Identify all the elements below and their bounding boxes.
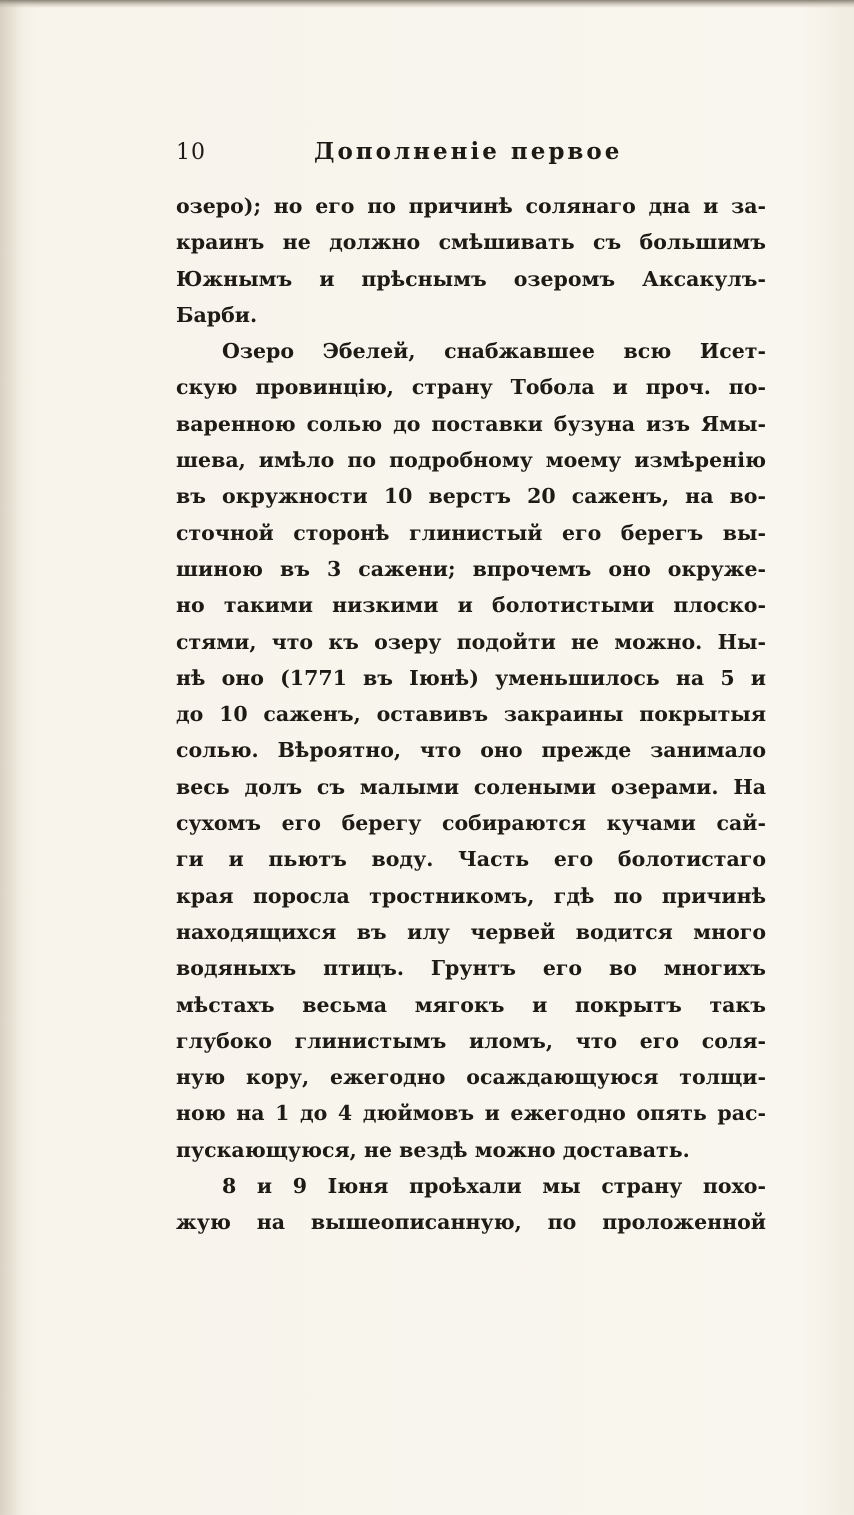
- body-text: [176, 188, 766, 1241]
- text-line: 8 и 9 Iюня проѣхали мы страну похо-: [222, 1174, 766, 1199]
- text-line: пускающуюся, не вездѣ можно доставать.: [176, 1137, 690, 1162]
- text-line: ною на 1 до 4 дюймовъ и ежегодно опять рас-: [176, 1101, 766, 1126]
- text-line: сточной сторонѣ глинистый его берегъ вы-: [176, 520, 766, 545]
- text-line: шиною въ 3 сажени; впрочемъ оно окруже-: [176, 556, 766, 581]
- text-line: сухомъ его берегу собираются кучами сай-: [176, 811, 766, 836]
- text-line: жую на вышеописанную, по проложенной: [176, 1210, 766, 1235]
- text-line: шева, имѣло по подробному моему измѣренiю: [176, 448, 766, 473]
- text-line: водяныхъ птицъ. Грунтъ его во многихъ: [176, 956, 766, 981]
- page-number: 10: [176, 140, 206, 165]
- text-line: но такими низкими и болотистыми плоско-: [176, 593, 766, 618]
- text-line: ную кору, ежегодно осаждающуюся толщи-: [176, 1065, 766, 1090]
- text-line: Озеро Эбелей, снабжавшее всю Исет-: [222, 339, 766, 364]
- text-line: находящихся въ илу червей водится много: [176, 919, 766, 944]
- text-line: нѣ оно (1771 въ Iюнѣ) уменьшилось на 5 и: [176, 665, 766, 690]
- text-line: солью. Вѣроятно, что оно прежде занимало: [176, 738, 766, 763]
- text-line: стями, что къ озеру подойти не можно. Ны-: [176, 629, 766, 654]
- text-line: скую провинцiю, страну Тобола и проч. по-: [176, 375, 766, 400]
- text-line: Южнымъ и прѣснымъ озеромъ Аксакулъ-: [176, 266, 766, 291]
- text-line: Барби.: [176, 302, 258, 327]
- text-line: весь долъ съ малыми солеными озерами. На: [176, 774, 766, 799]
- text-line: въ окружности 10 верстъ 20 саженъ, на во-: [176, 484, 766, 509]
- text-line: ги и пьютъ воду. Часть его болотистаго: [176, 847, 766, 872]
- page-binding-shadow: [0, 0, 22, 1515]
- text-line: краинъ не должно смѣшивать съ большимъ: [176, 230, 766, 255]
- text-line: озеро); но его по причинѣ солянаго дна и за-: [176, 194, 766, 218]
- page-top-edge: [0, 0, 854, 8]
- running-title: Дополненiе первое: [314, 138, 623, 165]
- text-line: края поросла тростникомъ, гдѣ по причинѣ: [176, 883, 766, 908]
- text-line: мѣстахъ весьма мягокъ и покрытъ такъ: [176, 992, 766, 1017]
- text-line: варенною солью до поставки бузуна изъ Ямы-: [176, 411, 766, 436]
- text-line: до 10 саженъ, оставивъ закраины покрытыя: [176, 702, 766, 727]
- text-line: глубоко глинистымъ иломъ, что его соля-: [176, 1028, 766, 1053]
- page-header: [176, 134, 646, 174]
